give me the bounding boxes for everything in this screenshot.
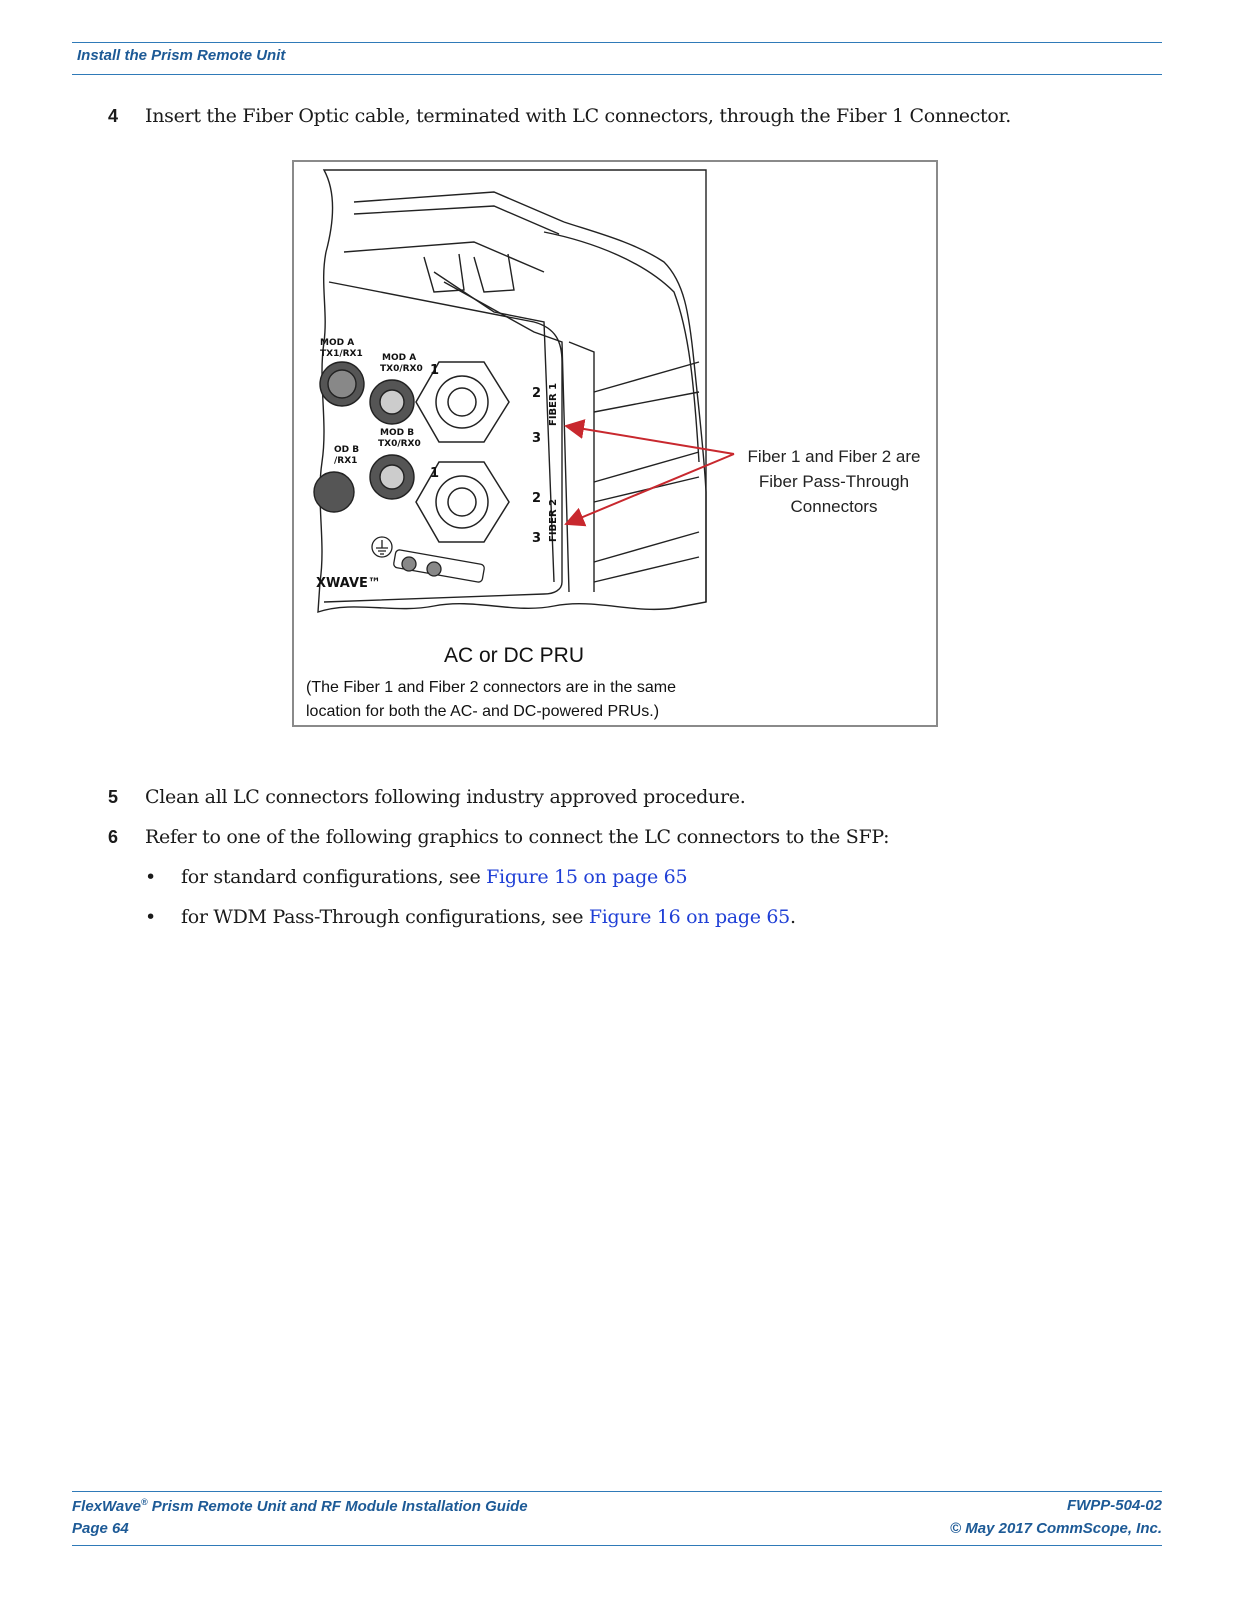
- header-bottom-rule: [72, 74, 1162, 75]
- figure-caption: AC or DC PRU: [443, 644, 585, 667]
- callout-line: Fiber 1 and Fiber 2 are: [747, 447, 921, 466]
- label-mod-b-tx1-sub: /RX1: [334, 456, 358, 466]
- footer-guide-title: FlexWave® Prism Remote Unit and RF Module Installation Guide: [72, 1497, 528, 1515]
- label-mod-a-tx1: MOD A: [320, 338, 355, 348]
- figure-note-line: location for both the AC- and DC-powered PRUs.): [306, 703, 660, 720]
- step-number: 4: [108, 106, 119, 126]
- figure-note: [306, 676, 746, 724]
- label-n2b: 2: [532, 491, 542, 506]
- figure-15-link[interactable]: Figure 15 on page 65: [486, 866, 688, 888]
- figure-16-link[interactable]: Figure 16 on page 65: [588, 906, 790, 928]
- step-number: 6: [108, 827, 119, 847]
- header-top-rule: [72, 42, 1162, 43]
- step-text: Refer to one of the following graphics to connect the LC connectors to the SFP:: [145, 826, 890, 848]
- step-number: 5: [108, 787, 119, 807]
- label-fiber-2: FIBER 2: [548, 498, 559, 542]
- label-n1b: 1: [430, 466, 440, 481]
- label-brand: XWAVE™: [316, 576, 381, 591]
- figure-pru-fiber-connectors: [292, 160, 938, 727]
- step-text: Clean all LC connectors following industry approved procedure.: [145, 786, 746, 808]
- callout-text: [734, 444, 934, 519]
- figure-note-line: (The Fiber 1 and Fiber 2 connectors are in the same: [306, 679, 676, 696]
- footer-top-rule: [72, 1491, 1162, 1492]
- bullet-dot: •: [145, 866, 156, 888]
- callout-line: Connectors: [790, 497, 878, 516]
- callout-line: Fiber Pass-Through: [758, 472, 910, 491]
- label-mod-a-tx1-sub: TX1/RX1: [320, 349, 363, 359]
- footer-copyright: © May 2017 CommScope, Inc.: [950, 1520, 1162, 1537]
- label-n2a: 2: [532, 386, 542, 401]
- label-fiber-1: FIBER 1: [548, 382, 559, 426]
- label-n3b: 3: [532, 531, 542, 546]
- label-mod-b-tx0: MOD B: [380, 428, 415, 438]
- footer-page-number: Page 64: [72, 1520, 129, 1537]
- bullet-text: for WDM Pass-Through configurations, see Figure 16 on page 65.: [181, 906, 796, 928]
- bullet-dot: •: [145, 906, 156, 928]
- bullet-text: for standard configurations, see Figure 15 on page 65: [181, 866, 688, 888]
- label-mod-a-tx0: MOD A: [382, 353, 417, 363]
- label-n1a: 1: [430, 363, 440, 378]
- label-mod-b-tx1: OD B: [334, 445, 360, 455]
- step-text: Insert the Fiber Optic cable, terminated with LC connectors, through the Fiber 1 Connector.: [145, 105, 1011, 127]
- footer-bottom-rule: [72, 1545, 1162, 1546]
- header-title: Install the Prism Remote Unit: [77, 47, 286, 64]
- label-mod-b-tx0-sub: TX0/RX0: [378, 439, 421, 449]
- label-n3a: 3: [532, 431, 542, 446]
- label-mod-a-tx0-sub: TX0/RX0: [380, 364, 423, 374]
- footer-doc-id: FWPP-504-02: [1066, 1497, 1162, 1514]
